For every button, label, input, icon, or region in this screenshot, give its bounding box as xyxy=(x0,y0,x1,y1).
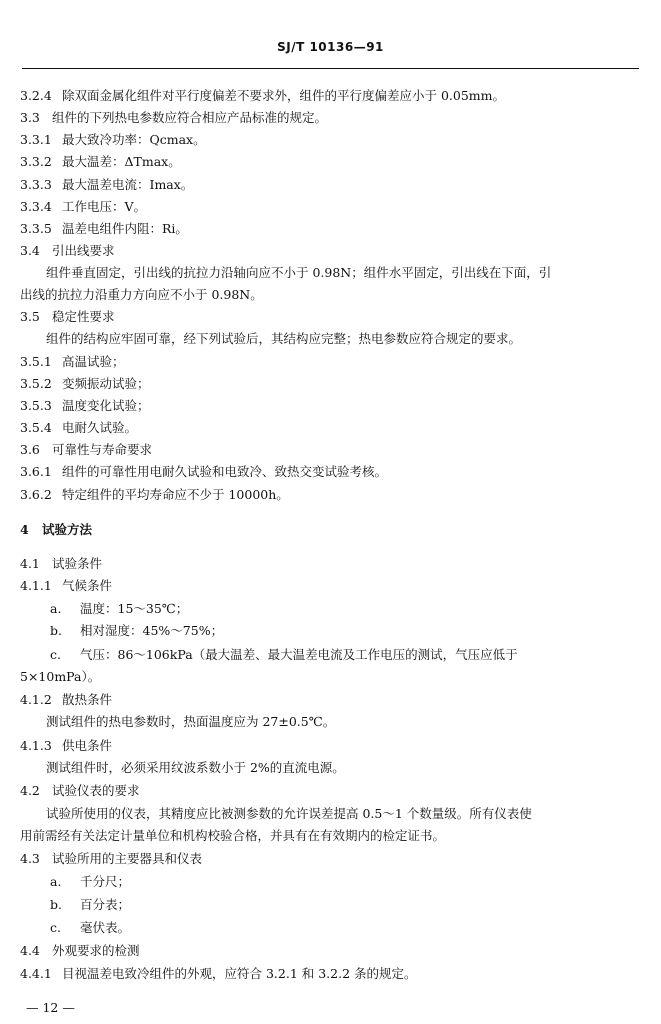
clause-3-6-1: 3.6.1 组件的可靠性用电耐久试验和电致冷、致热交变试验考核。 xyxy=(20,464,388,479)
item-c-pressure-cont: 5×10mPa）。 xyxy=(20,669,101,684)
standard-code-header: SJ/T 10136—91 xyxy=(277,40,384,54)
clause-3-3: 3.3 组件的下列热电参数应符合相应产品标准的规定。 xyxy=(20,110,328,125)
clause-3-3-5: 3.3.5 温差电组件内阻：Ri。 xyxy=(20,221,188,236)
clause-3-4: 3.4 引出线要求 xyxy=(20,243,115,258)
section-4-heading: 4 试验方法 xyxy=(20,522,93,537)
paragraph-power: 测试组件时，必须采用纹波系数小于 2%的直流电源。 xyxy=(46,760,345,775)
paragraph-instruments-2: 用前需经有关法定计量单位和机构校验合格，并具有在有效期内的检定证书。 xyxy=(20,828,446,843)
clause-3-5-3: 3.5.3 温度变化试验； xyxy=(20,398,150,413)
clause-3-3-2: 3.3.2 最大温差：ΔTmax。 xyxy=(20,154,181,169)
item-c-pressure: c. 气压：86～106kPa（最大温差、最大温差电流及工作电压的测试，气压应低于 xyxy=(50,647,518,662)
clause-4-1: 4.1 试验条件 xyxy=(20,556,103,571)
clause-3-2-4: 3.2.4 除双面金属化组件对平行度偏差不要求外，组件的平行度偏差应小于 0.05mm。 xyxy=(20,88,506,103)
clause-4-3: 4.3 试验所用的主要器具和仪表 xyxy=(20,851,203,866)
item-a-temperature: a. 温度：15～35℃； xyxy=(50,601,189,616)
clause-3-6-2: 3.6.2 特定组件的平均寿命应不少于 10000h。 xyxy=(20,487,289,502)
item-b-humidity: b. 相对湿度：45%～75%； xyxy=(50,623,224,638)
clause-3-5: 3.5 稳定性要求 xyxy=(20,309,115,324)
clause-4-1-3: 4.1.3 供电条件 xyxy=(20,738,113,753)
paragraph-stability: 组件的结构应牢固可靠，经下列试验后，其结构应完整；热电参数应符合规定的要求。 xyxy=(46,331,522,346)
item-a-micrometer: a. 千分尺； xyxy=(50,874,131,889)
item-b-dial-gauge: b. 百分表； xyxy=(50,897,131,912)
clause-3-3-3: 3.3.3 最大温差电流：Imax。 xyxy=(20,177,194,192)
clause-3-3-1: 3.3.1 最大致冷功率：Qcmax。 xyxy=(20,132,206,147)
header-rule xyxy=(22,68,639,69)
paragraph-instruments-1: 试验所使用的仪表，其精度应比被测参数的允许误差提高 0.5～1 个数量级。所有仪表使 xyxy=(46,806,532,821)
paragraph-lead-wire-2: 出线的抗拉力沿重力方向应不小于 0.98N。 xyxy=(20,287,263,302)
clause-4-2: 4.2 试验仪表的要求 xyxy=(20,783,140,798)
clause-3-5-2: 3.5.2 变频振动试验； xyxy=(20,376,150,391)
clause-3-5-1: 3.5.1 高温试验； xyxy=(20,354,125,369)
paragraph-lead-wire-1: 组件垂直固定，引出线的抗拉力沿轴向应不小于 0.98N；组件水平固定，引出线在下面，引 xyxy=(46,265,552,280)
clause-3-6: 3.6 可靠性与寿命要求 xyxy=(20,442,153,457)
page-number: — 12 — xyxy=(26,1000,75,1015)
clause-4-1-2: 4.1.2 散热条件 xyxy=(20,692,113,707)
clause-4-4-1: 4.4.1 目视温差电致冷组件的外观，应符合 3.2.1 和 3.2.2 条的规定。 xyxy=(20,966,417,981)
paragraph-heat-sink: 测试组件的热电参数时，热面温度应为 27±0.5℃。 xyxy=(46,714,336,729)
clause-3-3-4: 3.3.4 工作电压：V。 xyxy=(20,199,147,214)
item-c-millivoltmeter: c. 毫伏表。 xyxy=(50,920,131,935)
clause-4-4: 4.4 外观要求的检测 xyxy=(20,943,140,958)
clause-4-1-1: 4.1.1 气候条件 xyxy=(20,578,113,593)
clause-3-5-4: 3.5.4 电耐久试验。 xyxy=(20,420,138,435)
